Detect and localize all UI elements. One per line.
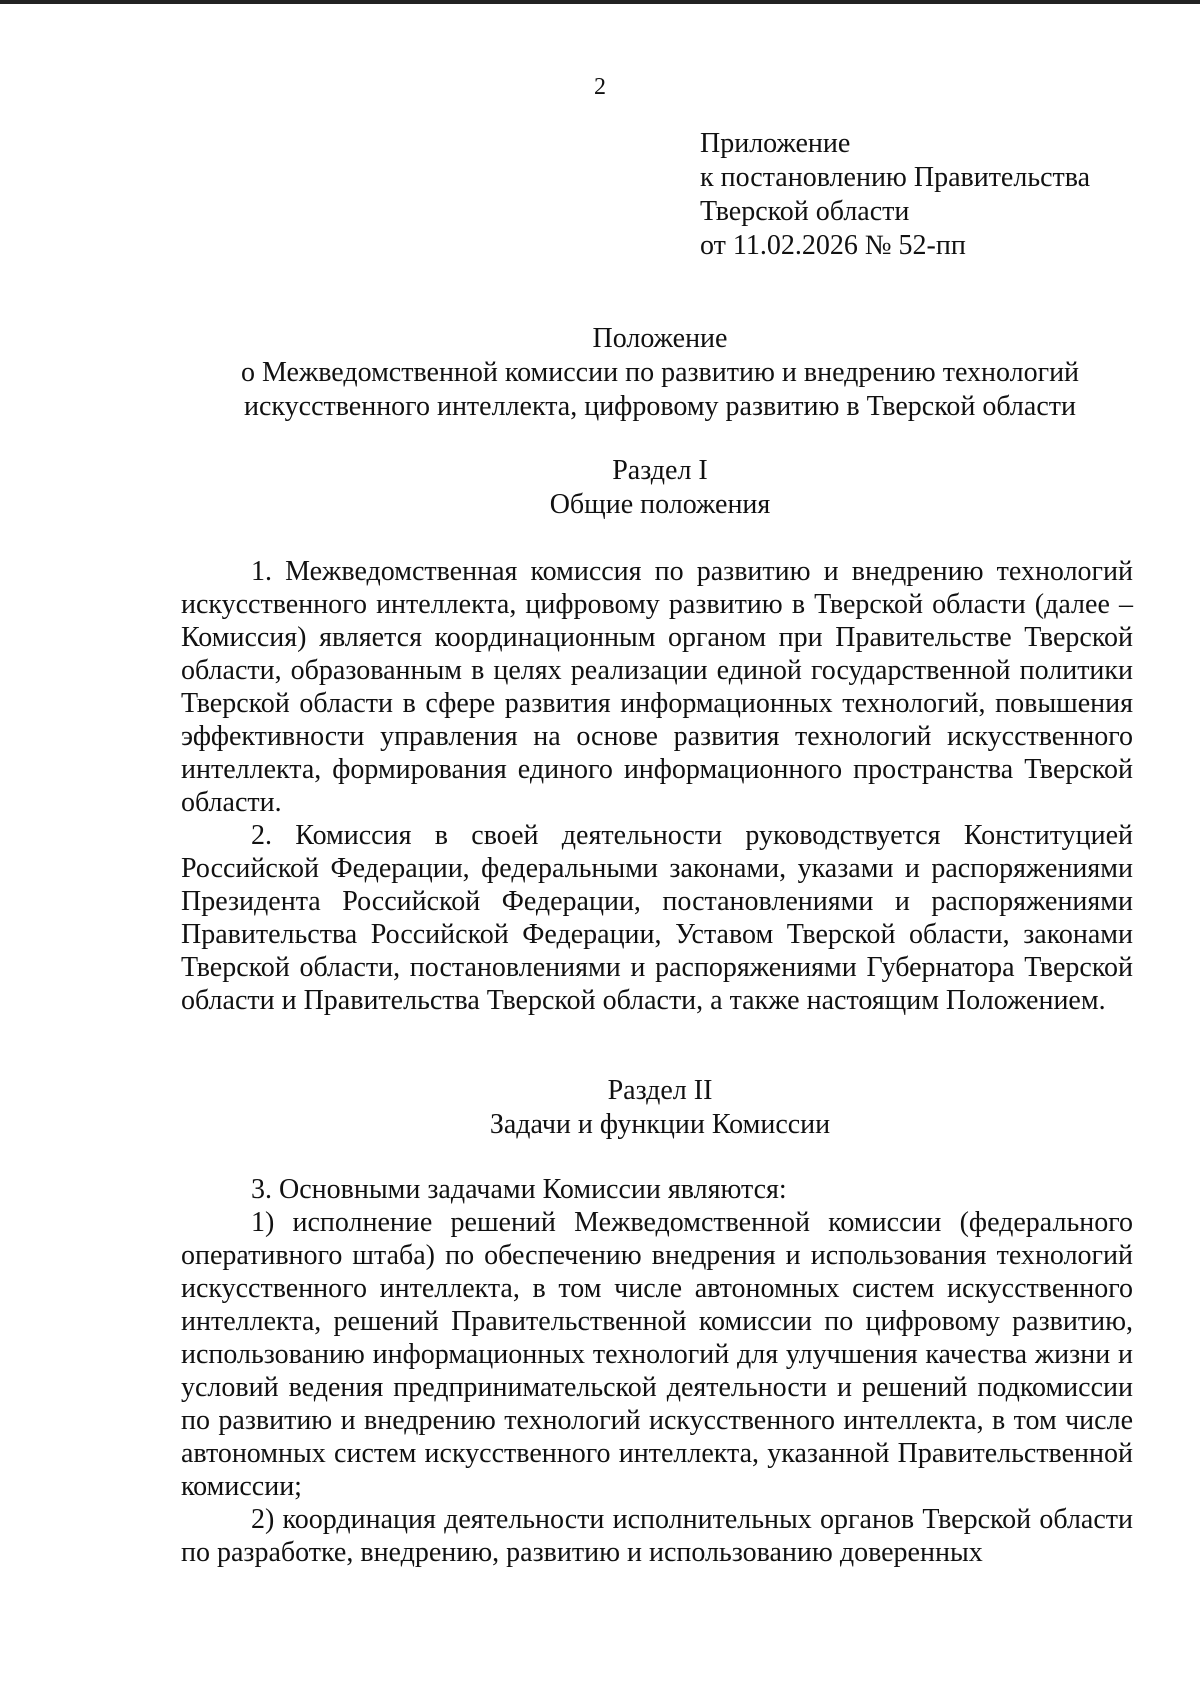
section-2-body <box>181 1173 1133 1569</box>
title-line: о Межведомственной комиссии по развитию и внедрению технологий <box>240 357 1080 388</box>
section-number: Раздел II <box>607 1075 713 1106</box>
title-line: искусственного интеллекта, цифровому развитию в Тверской области <box>244 391 1076 422</box>
title-line: Положение <box>592 323 728 354</box>
annex-line: от 11.02.2026 № 52-пп <box>700 230 966 261</box>
annex-line: к постановлению Правительства <box>700 162 1091 193</box>
page-number: 2 <box>594 74 606 100</box>
section-1-body <box>181 555 1133 1017</box>
paragraph: 1) исполнение решений Межведомственной комиссии (федерального оперативного штаба) по обеспечению внедрения и использования технологий искусственного интеллекта, в том числе автономных систем искусственного интеллекта, решений Правительственной комиссии по цифровому развитию, использованию информационных технологий для улучшения качества жизни и условий ведения предпринимательской деятельности и решений подкомиссии по развитию и внедрению технологий искусственного интеллекта, в том числе автономных систем искусственного интеллекта, указанной Правительственной комиссии; <box>181 1207 1133 1502</box>
paragraph: 3. Основными задачами Комиссии являются: <box>251 1174 787 1205</box>
section-1-heading <box>160 454 1160 522</box>
annex-line: Тверской области <box>700 196 910 227</box>
section-number: Раздел I <box>612 455 708 486</box>
paragraph: 2) координация деятельности исполнительных органов Тверской области по разработке, внедрению, развитию и использованию доверенных <box>181 1504 1133 1568</box>
annex-block <box>700 127 1090 263</box>
annex-line: Приложение <box>700 128 851 159</box>
section-name: Общие положения <box>549 489 771 520</box>
section-name: Задачи и функции Комиссии <box>489 1109 831 1140</box>
paragraph: 2. Комиссия в своей деятельности руководствуется Конституцией Российской Федерации, федеральными законами, указами и распоряжениями Президента Российской Федерации, постановлениями и распоряжениями Правительства Российской Федерации, Уставом Тверской области, законами Тверской области, постановлениями и распоряжениями Губернатора Тверской области и Правительства Тверской области, а также настоящим Положением. <box>181 820 1133 1016</box>
section-2-heading <box>160 1074 1160 1142</box>
document-title <box>160 322 1160 424</box>
paragraph: 1. Межведомственная комиссия по развитию и внедрению технологий искусственного интеллекта, цифровому развитию в Тверской области (далее – Комиссия) является координационным органом при Правительстве Тверской области, образованным в целях реализации единой государственной политики Тверской области в сфере развития информационных технологий, повышения эффективности управления на основе развития технологий искусственного интеллекта, формирования единого информационного пространства Тверской области. <box>181 556 1133 818</box>
scan-top-border <box>0 0 1200 4</box>
